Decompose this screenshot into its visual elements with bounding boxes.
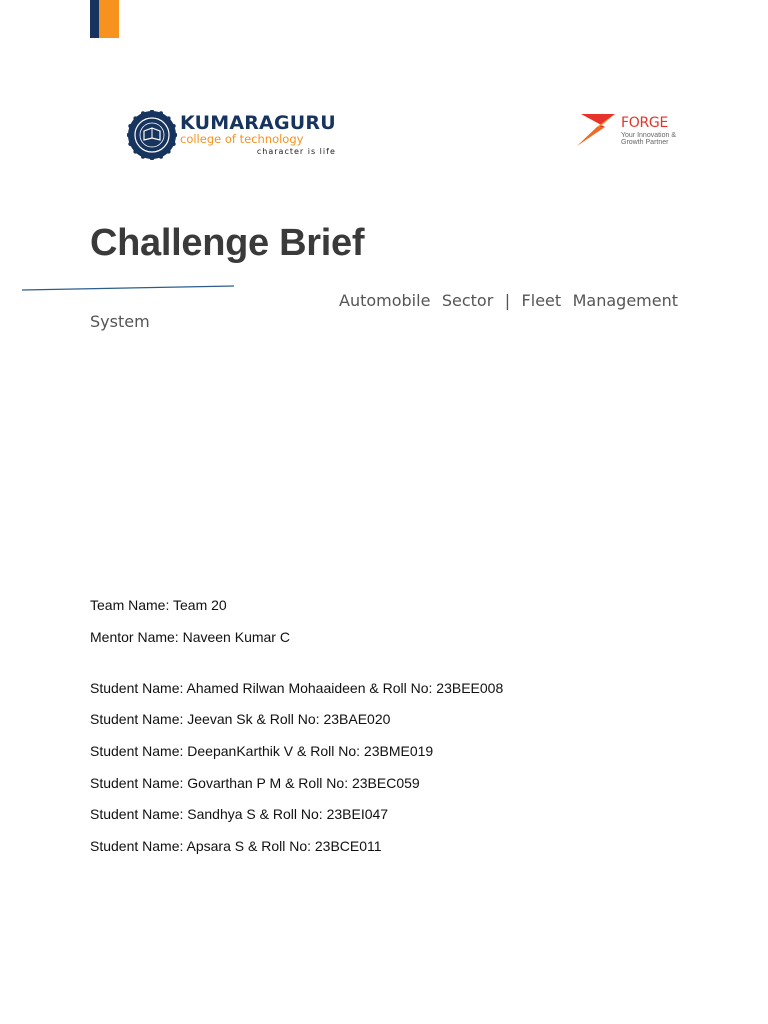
forge-arrow-icon [575,112,619,148]
student-entry: Student Name: Apsara S & Roll No: 23BCE011 [90,838,382,854]
accent-orange-stripe [99,0,119,38]
forge-logo [575,112,691,148]
forge-name: FORGE [621,115,668,131]
page-title: Challenge Brief [90,222,365,264]
kumaraguru-logo [127,110,336,160]
forge-tagline: Your Innovation & Growth Partner [621,132,677,147]
kct-subtitle: college of technology [180,132,304,147]
student-entry: Student Name: Jeevan Sk & Roll No: 23BAE020 [90,711,391,727]
kct-name: KUMARAGURU [180,112,336,135]
mentor-name: Mentor Name: Naveen Kumar C [90,629,290,645]
document-subtitle: Automobile Sector | Fleet Management System [90,291,678,331]
student-entry: Student Name: Ahamed Rilwan Mohaaideen & Roll No: 23BEE008 [90,680,504,696]
student-entry: Student Name: Sandhya S & Roll No: 23BEI047 [90,806,389,822]
college-emblem-icon [127,110,177,160]
header-accent-bar [90,0,119,38]
accent-navy-stripe [90,0,99,38]
student-entry: Student Name: DeepanKarthik V & Roll No: 23BME019 [90,743,434,759]
student-entry: Student Name: Govarthan P M & Roll No: 23BEC059 [90,775,420,791]
kct-motto: character is life [256,146,336,156]
team-name: Team Name: Team 20 [90,597,227,613]
